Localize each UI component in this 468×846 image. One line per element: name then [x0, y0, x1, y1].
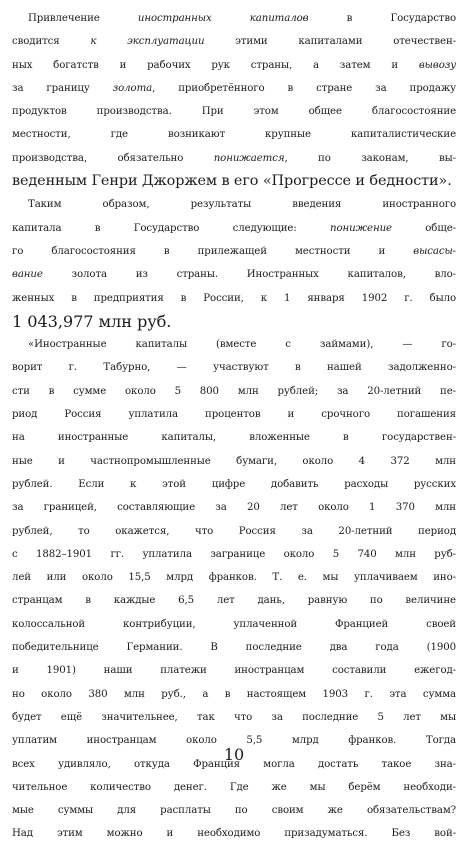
text-run: сводится [12, 36, 91, 48]
text-run: Над этим можно и необходимо призадуматься. Без вой- [12, 828, 456, 840]
text-line [12, 543, 456, 566]
text-line [12, 589, 456, 612]
text-line [12, 776, 456, 799]
text-line [12, 566, 456, 589]
text-line [12, 799, 456, 822]
text-run: колоссальной контрибуции, уплаченной Францией своей [12, 618, 456, 630]
italic-text: к эксплуатации [90, 36, 205, 48]
text-run: веденным Генри Джоржем в его «Прогрессе и бедности». [12, 173, 452, 190]
text-line [12, 380, 456, 403]
text-line [12, 147, 456, 170]
italic-text: понижается [213, 152, 285, 164]
text-run: ные и частнопромышленные бумаги, около 4 372 млн [12, 455, 456, 467]
text-run: за границу [12, 82, 113, 94]
text-run: ворит г. Табурно, — участвуют в нашей задолженно- [12, 362, 456, 374]
text-run: риод Россия уплатила процентов и срочного погашения [12, 409, 456, 421]
text-line [12, 263, 456, 286]
text-run: всех удивляло, откуда Франция могла достать такое зна- [12, 758, 456, 770]
text-line [12, 123, 456, 146]
text-run: сти в сумме около 5 800 млн рублей; за 20-летний пе- [12, 385, 456, 397]
text-line [12, 683, 456, 706]
text-run: золота из страны. Иностранных капиталов, вло- [42, 269, 456, 281]
italic-text: золота [112, 82, 153, 94]
page-body [12, 7, 456, 846]
text-run: за границей, составляющие за 20 лет около 1 370 млн [12, 502, 456, 514]
page-number: 10 [223, 745, 245, 764]
text-run: но около 380 млн руб., а в настоящем 1903 г. эта сумма [12, 688, 456, 700]
italic-text: вывозу [418, 59, 456, 71]
italic-text: иностранных капиталов [137, 13, 309, 24]
text-line [12, 473, 456, 496]
text-run: , по законам, вы- [284, 152, 456, 164]
text-line [12, 333, 456, 356]
text-line [12, 636, 456, 659]
text-line [12, 100, 456, 123]
text-run: чительное количество денег. Где же мы берём необходи- [12, 781, 456, 793]
text-line [12, 659, 456, 682]
text-line [12, 310, 456, 333]
text-run: уплатим иностранцам около 5,5 млрд франков. Тогда [12, 735, 456, 747]
text-run: с 1882–1901 гг. уплатила загранице около 5 740 млн руб- [12, 548, 456, 560]
text-run: ных богатств и рабочих рук страны, а затем и [12, 59, 419, 71]
text-line [12, 403, 456, 426]
text-line [12, 7, 456, 30]
text-run: рублей, то окажется, что Россия за 20-летний период [12, 525, 456, 537]
text-line [12, 496, 456, 519]
text-line [12, 287, 456, 310]
text-run: в Государство [308, 13, 457, 24]
text-line [12, 217, 456, 240]
text-line [12, 193, 456, 216]
text-run: мые суммы для расплаты по своим же обязательствам? [12, 805, 456, 817]
italic-text: понижение [329, 222, 392, 234]
text-run: производства, обязательно [12, 152, 214, 164]
text-line [12, 822, 456, 845]
text-line [12, 170, 456, 193]
text-run: победительнице Германии. В последние два года (1900 [12, 642, 456, 654]
text-run: будет ещё значительнее, так что за последние 5 лет мы [12, 711, 456, 723]
text-run: местности, где возникают крупные капиталистические [12, 129, 456, 141]
text-run: «Иностранные капиталы (вместе с займами), — го- [28, 339, 456, 351]
italic-text: вание [12, 269, 43, 281]
text-run: лей или около 15,5 млрд франков. Т. е. мы уплачиваем ино- [12, 572, 456, 584]
text-line [12, 450, 456, 473]
text-run: обще- [391, 222, 456, 234]
text-line [12, 240, 456, 263]
text-run: на иностранные капиталы, вложенные в государствен- [12, 432, 456, 444]
text-run: женных в предприятия в России, к 1 января 1902 г. было [12, 292, 456, 304]
text-run: и 1901) наши платежи иностранцам составили ежегод- [12, 665, 456, 677]
text-run: Таким образом, результаты введения иностранного [28, 199, 456, 211]
text-run: продуктов производства. При этом общее благосостояние [12, 106, 456, 118]
text-line [12, 54, 456, 77]
text-run: странцам в каждые 6,5 лет дань, равную по величине [12, 595, 456, 607]
text-line [12, 77, 456, 100]
text-line [12, 30, 456, 53]
text-run: Привлечение [28, 13, 138, 24]
text-run: , приобретённого в стране за продажу [152, 82, 456, 94]
text-run: рублей. Если к этой цифре добавить расходы русских [12, 478, 456, 490]
text-line [12, 706, 456, 729]
text-line [12, 426, 456, 449]
text-line [12, 520, 456, 543]
text-run: 1 043,977 млн руб. [12, 311, 172, 331]
text-line [12, 613, 456, 636]
text-line [12, 356, 456, 379]
text-run: капитала в Государство следующие: [12, 222, 330, 234]
text-run: го благосостояния в прилежащей местности и [12, 245, 414, 257]
italic-text: высасы- [413, 245, 456, 257]
text-run: этими капиталами отечествен- [204, 36, 456, 48]
